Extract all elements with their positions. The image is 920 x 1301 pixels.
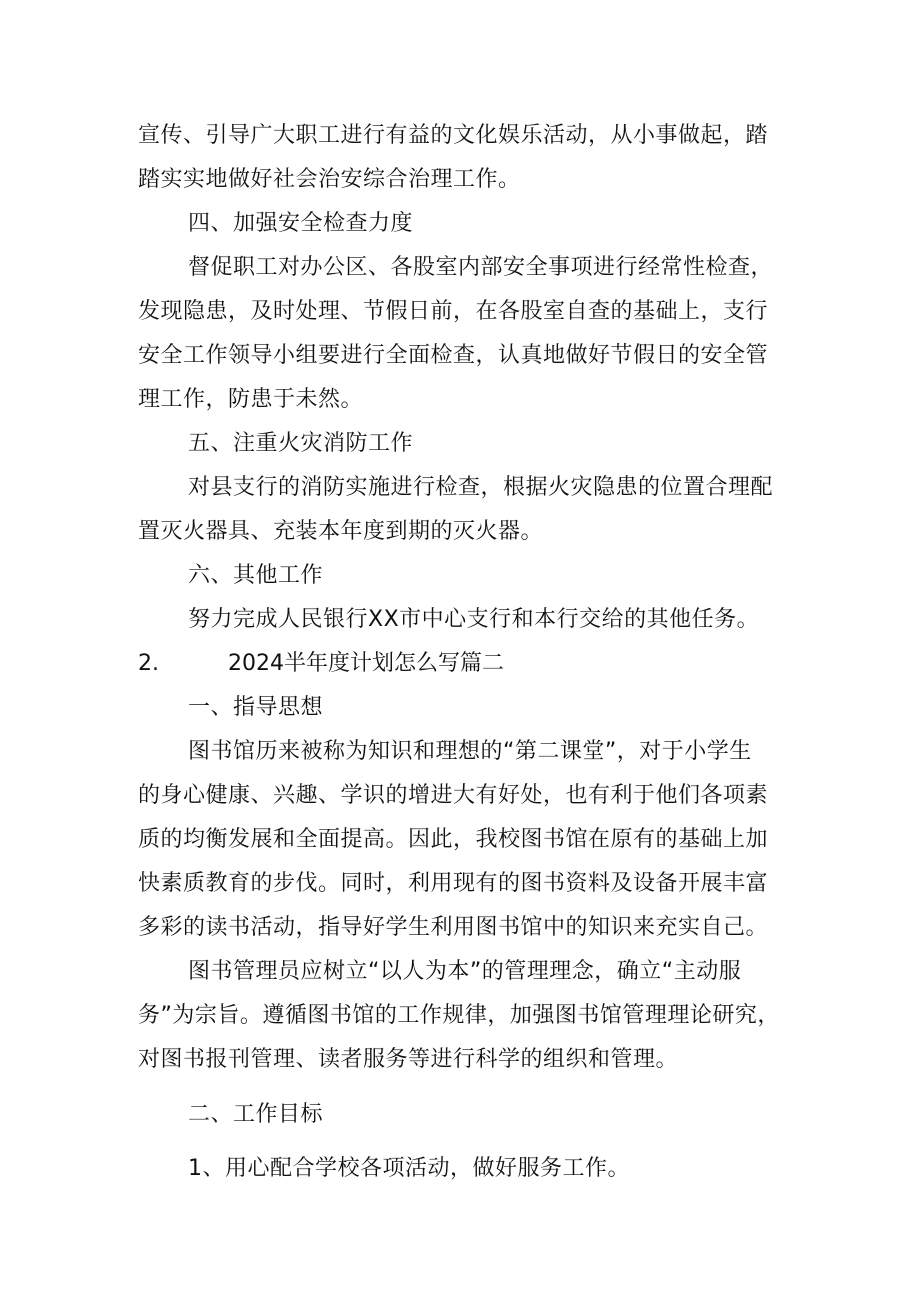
paragraph-line: 督促职工对办公区、各股室内部安全事项进行经常性检查，	[188, 255, 774, 280]
paragraph-line: 务”为宗旨。遵循图书馆的工作规律，加强图书馆管理理论研究，	[138, 1003, 780, 1028]
paragraph-line: 置灭火器具、充装本年度到期的灭火器。	[138, 519, 544, 544]
paragraph-line: 理工作，防患于未然。	[138, 387, 364, 412]
paragraph-line: 努力完成人民银行XX市中心支行和本行交给的其他任务。	[188, 607, 760, 632]
paragraph-line: 图书馆历来被称为知识和理想的“第二课堂”，对于小学生	[188, 739, 752, 764]
paragraph-line: 踏实实地做好社会治安综合治理工作。	[138, 167, 521, 192]
paragraph-line: 对县支行的消防实施进行检查，根据火灾隐患的位置合理配	[188, 475, 774, 500]
paragraph-line: 的身心健康、兴趣、学识的增进大有好处，也有利于他们各项素	[138, 783, 769, 808]
paragraph-line: 安全工作领导小组要进行全面检查，认真地做好节假日的安全管	[138, 343, 769, 368]
section-heading: 二、工作目标	[188, 1102, 324, 1127]
paragraph-line: 图书管理员应树立“以人为本”的管理理念，确立“主动服	[188, 959, 742, 984]
numbered-item-title: 2024半年度计划怎么写篇二	[228, 651, 504, 676]
paragraph-line: 快素质教育的步伐。同时，利用现有的图书资料及设备开展丰富	[138, 871, 769, 896]
paragraph-line: 多彩的读书活动，指导好学生利用图书馆中的知识来充实自己。	[138, 915, 769, 940]
section-heading: 五、注重火灾消防工作	[188, 431, 414, 456]
section-heading: 四、加强安全检查力度	[188, 211, 414, 236]
numbered-item-number: 2.	[138, 651, 159, 676]
paragraph-line: 质的均衡发展和全面提高。因此，我校图书馆在原有的基础上加	[138, 827, 769, 852]
paragraph-line: 发现隐患，及时处理、节假日前，在各股室自查的基础上，支行	[138, 299, 769, 324]
list-item: 1、用心配合学校各项活动，做好服务工作。	[188, 1156, 630, 1181]
paragraph-line: 宣传、引导广大职工进行有益的文化娱乐活动，从小事做起，踏	[138, 123, 769, 148]
paragraph-line: 对图书报刊管理、读者服务等进行科学的组织和管理。	[138, 1047, 679, 1072]
section-heading: 一、指导思想	[188, 695, 324, 720]
section-heading: 六、其他工作	[188, 563, 324, 588]
